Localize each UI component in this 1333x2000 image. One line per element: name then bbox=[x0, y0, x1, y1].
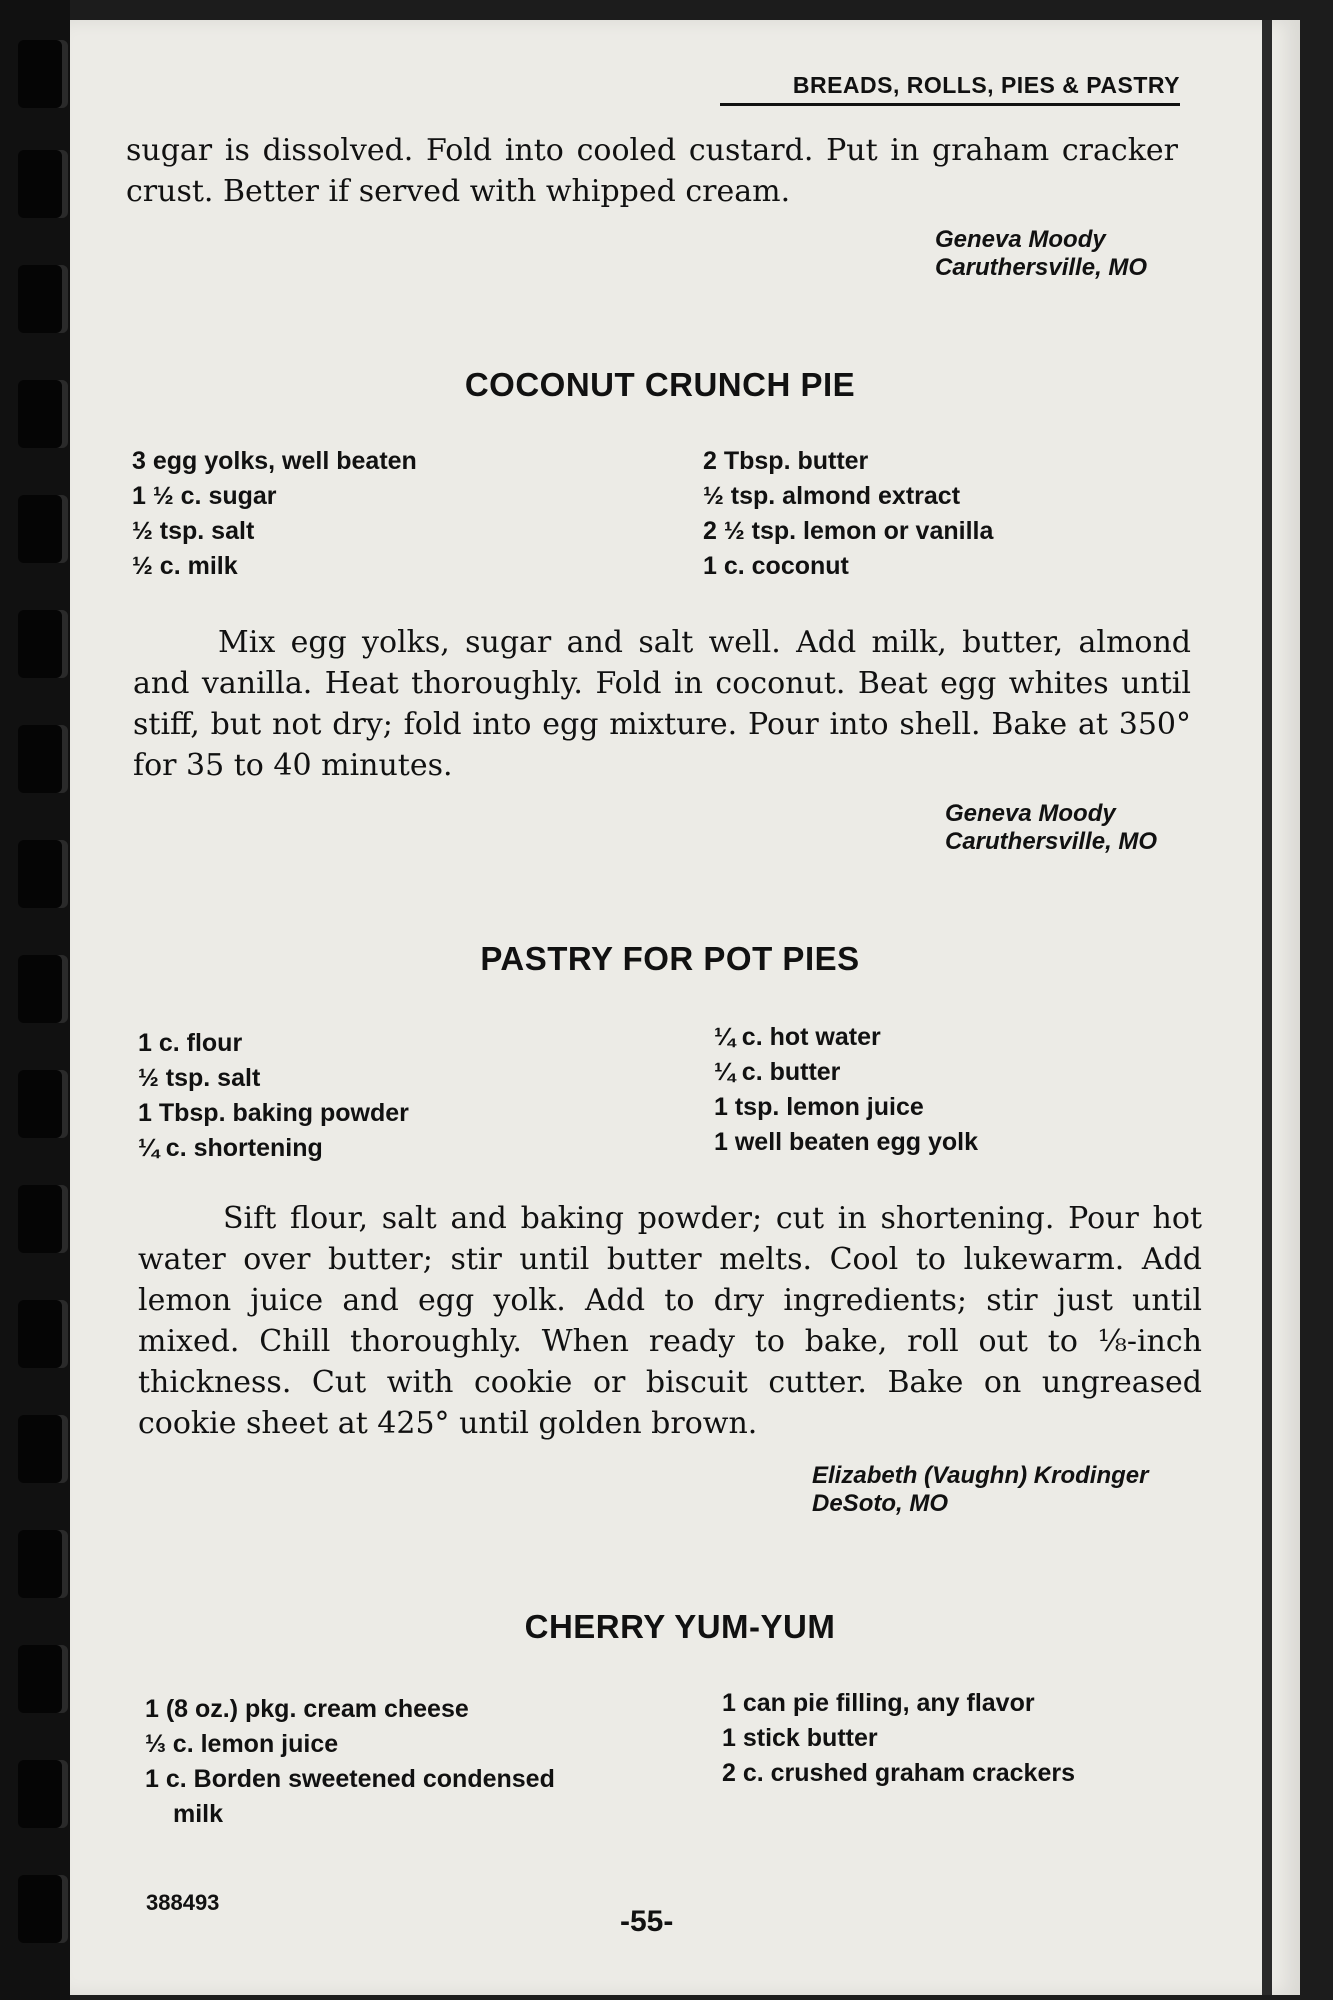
ingredient: 1 c. flour bbox=[138, 1029, 243, 1057]
ingredients-right bbox=[703, 444, 1203, 584]
ingredient: ½ tsp. salt bbox=[132, 517, 255, 545]
ingredients-left bbox=[132, 444, 692, 584]
ingredient: 1 (8 oz.) pkg. cream cheese bbox=[145, 1695, 469, 1723]
credit-name: Geneva Moody bbox=[935, 226, 1106, 253]
binding-ring bbox=[18, 1530, 62, 1598]
ingredient: ⅓ c. lemon juice bbox=[145, 1730, 339, 1758]
ingredient: 1 c. coconut bbox=[703, 552, 849, 580]
ingredient: 1 ½ c. sugar bbox=[132, 482, 277, 510]
binding-ring bbox=[18, 1760, 62, 1828]
ingredient: ¼ c. hot water bbox=[714, 1023, 881, 1051]
page-edge bbox=[1262, 20, 1272, 1995]
credit-name: Geneva Moody bbox=[945, 800, 1116, 827]
continued-text: sugar is dissolved. Fold into cooled custard. Put in graham cracker crust. Better if served with whipped cream. bbox=[126, 133, 1178, 209]
credit bbox=[935, 226, 1195, 282]
binding-ring bbox=[18, 1645, 62, 1713]
ingredient-continued: milk bbox=[173, 1800, 224, 1828]
ingredient: ½ tsp. almond extract bbox=[703, 482, 961, 510]
credit-name: Elizabeth (Vaughn) Krodinger bbox=[812, 1462, 1149, 1489]
binding-ring bbox=[18, 40, 62, 108]
binding-ring bbox=[18, 610, 62, 678]
ingredient: 1 c. Borden sweetened condensed bbox=[145, 1765, 555, 1793]
recipe-title: PASTRY FOR POT PIES bbox=[480, 940, 860, 977]
ingredient: 3 egg yolks, well beaten bbox=[132, 447, 417, 475]
print-code: 388493 bbox=[146, 1890, 220, 1915]
ingredient: ¼ c. shortening bbox=[138, 1134, 323, 1162]
ingredient: 1 stick butter bbox=[722, 1724, 878, 1752]
binding-ring bbox=[18, 840, 62, 908]
credit-place: Caruthersville, MO bbox=[945, 828, 1158, 855]
binding-ring bbox=[18, 1415, 62, 1483]
ingredient: 2 c. crushed graham crackers bbox=[722, 1759, 1075, 1787]
ingredients-right bbox=[722, 1686, 1222, 1791]
credit bbox=[945, 800, 1205, 856]
ingredient: ½ c. milk bbox=[132, 552, 238, 580]
binding-ring bbox=[18, 150, 62, 218]
binding-ring bbox=[18, 495, 62, 563]
ingredient: 2 ½ tsp. lemon or vanilla bbox=[703, 517, 994, 545]
credit-place: Caruthersville, MO bbox=[935, 254, 1148, 281]
ingredient: ½ tsp. salt bbox=[138, 1064, 261, 1092]
binding-ring bbox=[18, 380, 62, 448]
recipe-title: COCONUT CRUNCH PIE bbox=[464, 366, 856, 403]
ingredient: 1 Tbsp. baking powder bbox=[138, 1099, 409, 1127]
ingredient: 1 well beaten egg yolk bbox=[714, 1128, 978, 1156]
binding-ring bbox=[18, 1300, 62, 1368]
credit bbox=[812, 1462, 1212, 1518]
binding-ring bbox=[18, 1070, 62, 1138]
page-number: -55- bbox=[620, 1905, 674, 1938]
spiral-binding bbox=[0, 0, 70, 2000]
section-header: BREADS, ROLLS, PIES & PASTRY bbox=[720, 72, 1180, 106]
ingredient: 1 tsp. lemon juice bbox=[714, 1093, 924, 1121]
recipe-title: CHERRY YUM-YUM bbox=[524, 1608, 836, 1645]
ingredients-right bbox=[714, 1020, 1214, 1160]
binding-ring bbox=[18, 725, 62, 793]
ingredient: 1 can pie filling, any flavor bbox=[722, 1689, 1035, 1717]
ingredient: 2 Tbsp. butter bbox=[703, 447, 869, 475]
recipe-directions: Sift flour, salt and baking powder; cut in shortening. Pour hot water over butter; stir until butter melts. Cool to lukewarm. Add lemon juice and egg yolk. Add to dry ingredients; stir just until mixed. Chill thoroughly. When ready to bake, roll out to ⅛-inch thickness. Cut with cookie or biscuit cutter. Bake on ungreased cookie sheet at 425° until golden brown. bbox=[138, 1201, 1202, 1441]
ingredient: ¼ c. butter bbox=[714, 1058, 841, 1086]
binding-ring bbox=[18, 265, 62, 333]
ingredients-left bbox=[138, 1026, 698, 1166]
ingredients-left bbox=[145, 1692, 725, 1832]
binding-ring bbox=[18, 1875, 62, 1943]
binding-ring bbox=[18, 1185, 62, 1253]
credit-place: DeSoto, MO bbox=[812, 1490, 948, 1517]
binding-ring bbox=[18, 955, 62, 1023]
recipe-directions: Mix egg yolks, sugar and salt well. Add milk, butter, almond and vanilla. Heat thoroughly. Fold in coconut. Beat egg whites until stiff, but not dry; fold into egg mixture. Pour into shell. Bake at 350° for 35 to 40 minutes. bbox=[133, 625, 1191, 783]
